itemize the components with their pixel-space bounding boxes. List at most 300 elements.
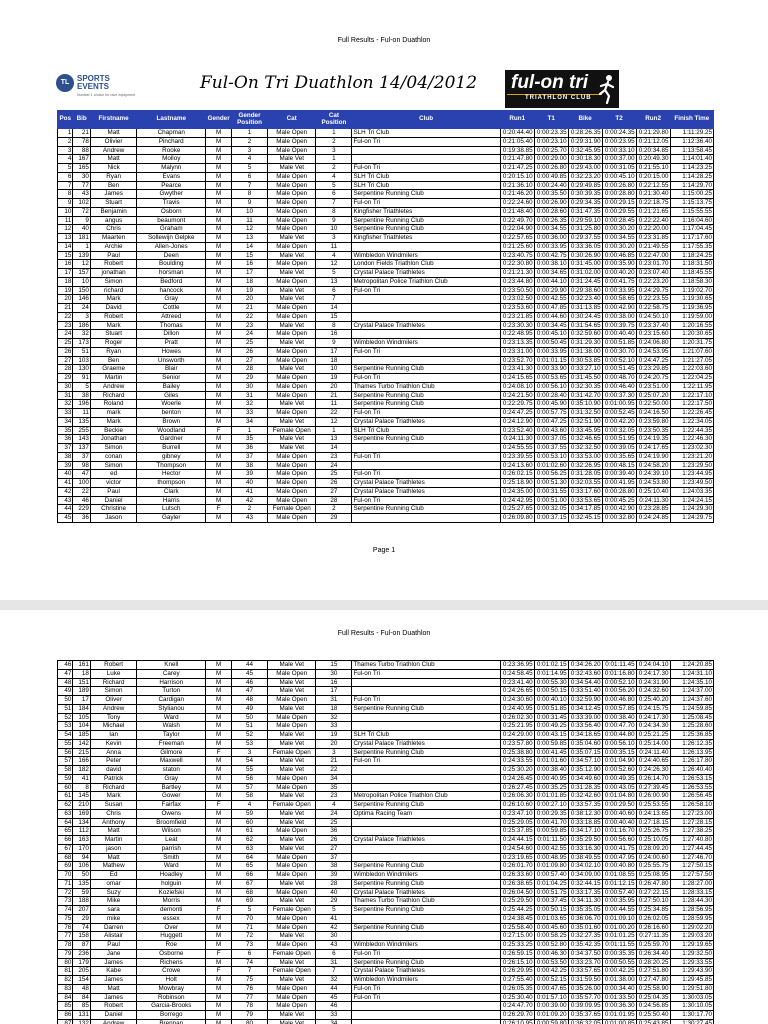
cell-bib: 77 xyxy=(73,181,91,190)
cell-t2: 0:00:42.90 xyxy=(602,304,636,313)
table-row xyxy=(58,304,714,313)
cell-t2: 0:01:00.20 xyxy=(602,923,636,932)
cell-gender-position: 71 xyxy=(231,923,267,932)
cell-firstname: Ryan xyxy=(90,172,136,181)
cell-t2: 0:00:29.50 xyxy=(602,801,636,810)
cell-gender: M xyxy=(206,722,232,731)
cell-run2: 0:20:34.85 xyxy=(636,146,670,155)
cell-bike: 0:32:45.15 xyxy=(568,514,602,523)
cell-pos: 21 xyxy=(58,304,73,313)
cell-firstname: Tony xyxy=(90,713,136,722)
cell-finish-time: 1:28:56.95 xyxy=(670,906,713,915)
cell-t1: 0:00:53.10 xyxy=(534,452,568,461)
cell-t2: 0:00:33.95 xyxy=(602,286,636,295)
cell-cat-position: 19 xyxy=(316,374,352,383)
cell-cat: Male Vet xyxy=(268,1019,316,1024)
cell-t1: 0:00:34.45 xyxy=(534,321,568,330)
cell-t1: 0:00:59.85 xyxy=(534,827,568,836)
cell-t2: 0:00:41.75 xyxy=(602,844,636,853)
cell-lastname: Stylianou xyxy=(137,704,206,713)
cell-bike: 0:32:59.60 xyxy=(568,330,602,339)
cell-gender-position: 53 xyxy=(231,739,267,748)
cell-finish-time: 1:29:02.20 xyxy=(670,923,713,932)
cell-t1: 0:00:35.25 xyxy=(534,783,568,792)
cell-run2: 0:24:50.10 xyxy=(636,312,670,321)
cell-cat: Male Vet xyxy=(268,1011,316,1020)
cell-firstname: angus xyxy=(90,216,136,225)
cell-bib: 11 xyxy=(73,409,91,418)
cell-bib: 104 xyxy=(73,722,91,731)
cell-gender-position: 57 xyxy=(231,783,267,792)
cell-run2: 0:25:21.25 xyxy=(636,731,670,740)
cell-cat: Male Vet xyxy=(268,435,316,444)
cell-pos: 9 xyxy=(58,199,73,208)
cell-run1: 0:21:48.40 xyxy=(500,207,534,216)
cell-run2: 0:22:47.00 xyxy=(636,251,670,260)
cell-pos: 80 xyxy=(58,958,73,967)
cell-firstname: Roger xyxy=(90,339,136,348)
cell-t2: 0:00:35.15 xyxy=(602,748,636,757)
cell-lastname: Crowe xyxy=(137,967,206,976)
cell-run2: 0:25:53.55 xyxy=(636,801,670,810)
cell-firstname: Stuart xyxy=(90,330,136,339)
cell-pos: 6 xyxy=(58,172,73,181)
cell-t1: 0:00:38.40 xyxy=(534,766,568,775)
cell-cat-position: 4 xyxy=(316,172,352,181)
cell-firstname: Matt xyxy=(90,853,136,862)
cell-t1: 0:00:45.10 xyxy=(534,330,568,339)
cell-t2: 0:00:56.60 xyxy=(602,836,636,845)
cell-gender: M xyxy=(206,417,232,426)
cell-finish-time: 1:23:21.20 xyxy=(670,452,713,461)
column-header-firstname: Firstname xyxy=(90,111,136,129)
table-row xyxy=(58,748,714,757)
cell-cat: Male Open xyxy=(268,888,316,897)
cell-t1: 0:00:59.80 xyxy=(534,1019,568,1024)
table-row xyxy=(58,687,714,696)
cell-run1: 0:26:02.15 xyxy=(500,470,534,479)
cell-finish-time: 1:28:33.15 xyxy=(670,888,713,897)
cell-lastname: Hector xyxy=(137,470,206,479)
table-row xyxy=(58,836,714,845)
cell-pos: 8 xyxy=(58,190,73,199)
cell-bike: 0:32:27.35 xyxy=(568,932,602,941)
cell-bib: 151 xyxy=(73,678,91,687)
cell-pos: 20 xyxy=(58,295,73,304)
cell-run2: 0:26:02.05 xyxy=(636,914,670,923)
cell-t2: 0:00:56.20 xyxy=(602,687,636,696)
cell-lastname: Evans xyxy=(137,172,206,181)
cell-gender: F xyxy=(206,949,232,958)
cell-t1: 0:00:29.90 xyxy=(534,286,568,295)
cell-t2: 0:00:46.85 xyxy=(602,251,636,260)
cell-t1: 0:00:44.10 xyxy=(534,277,568,286)
cell-gender-position: 33 xyxy=(231,409,267,418)
cell-lastname: Boulding xyxy=(137,260,206,269)
cell-gender: M xyxy=(206,836,232,845)
cell-t1: 0:01:02.15 xyxy=(534,661,568,670)
cell-gender-position: 60 xyxy=(231,818,267,827)
cell-cat: Male Open xyxy=(268,774,316,783)
cell-finish-time: 1:11:29.25 xyxy=(670,129,713,138)
cell-cat-position: 12 xyxy=(316,417,352,426)
cell-run1: 0:19:38.85 xyxy=(500,146,534,155)
cell-cat-position: 34 xyxy=(316,1019,352,1024)
cell-gender: M xyxy=(206,190,232,199)
cell-bib: 106 xyxy=(73,862,91,871)
cell-run2: 0:21:21.65 xyxy=(636,207,670,216)
cell-gender: M xyxy=(206,984,232,993)
cell-bib: 196 xyxy=(73,400,91,409)
cell-lastname: Morris xyxy=(137,897,206,906)
cell-firstname: conan xyxy=(90,452,136,461)
cell-firstname: Jason xyxy=(90,514,136,523)
cell-pos: 27 xyxy=(58,356,73,365)
cell-bike: 0:32:23.40 xyxy=(568,295,602,304)
table-row xyxy=(58,774,714,783)
cell-t2: 0:00:39.75 xyxy=(602,321,636,330)
cell-bib: 94 xyxy=(73,853,91,862)
cell-bike: 0:36:32.05 xyxy=(568,1019,602,1024)
cell-bike: 0:32:32.50 xyxy=(568,444,602,453)
cell-run1: 0:23:31.00 xyxy=(500,347,534,356)
cell-pos: 71 xyxy=(58,879,73,888)
cell-run2: 0:24:39.10 xyxy=(636,470,670,479)
table-row xyxy=(58,862,714,871)
table-row xyxy=(58,661,714,670)
cell-cat-position: 18 xyxy=(316,356,352,365)
cell-firstname: richard xyxy=(90,286,136,295)
cell-cat-position: 28 xyxy=(316,496,352,505)
cell-bike: 0:34:54.40 xyxy=(568,678,602,687)
cell-bib: 255 xyxy=(73,426,91,435)
cell-club: Serpentine Running Club xyxy=(352,958,500,967)
cell-club: Ful-on Tri xyxy=(352,949,500,958)
cell-cat: Male Open xyxy=(268,207,316,216)
cell-lastname: Gilmore xyxy=(137,748,206,757)
cell-bib: 18 xyxy=(73,669,91,678)
cell-t1: 0:00:51.75 xyxy=(534,888,568,897)
cell-gender: F xyxy=(206,426,232,435)
cell-bike: 0:29:59.10 xyxy=(568,216,602,225)
cell-gender: M xyxy=(206,199,232,208)
cell-finish-time: 1:23:29.50 xyxy=(670,461,713,470)
cell-t1: 0:00:32.05 xyxy=(534,505,568,514)
table-row xyxy=(58,207,714,216)
cell-run1: 0:25:44.25 xyxy=(500,906,534,915)
cell-t1: 0:00:42.55 xyxy=(534,295,568,304)
cell-bib: 163 xyxy=(73,836,91,845)
cell-bib: 50 xyxy=(73,871,91,880)
cell-firstname: omar xyxy=(90,879,136,888)
cell-bib: 181 xyxy=(73,234,91,243)
cell-run1: 0:26:29.70 xyxy=(500,1011,534,1020)
cell-run1: 0:21:21.30 xyxy=(500,269,534,278)
cell-club: Serpentine Running Club xyxy=(352,435,500,444)
cell-gender-position: 51 xyxy=(231,722,267,731)
cell-lastname: Burrell xyxy=(137,444,206,453)
cell-t2: 0:00:39.05 xyxy=(602,444,636,453)
cell-bike: 0:35:37.65 xyxy=(568,1011,602,1020)
cell-lastname: beaumont xyxy=(137,216,206,225)
cell-gender: M xyxy=(206,514,232,523)
cell-cat-position: 22 xyxy=(316,409,352,418)
cell-gender: M xyxy=(206,172,232,181)
cell-finish-time: 1:29:32.50 xyxy=(670,949,713,958)
cell-run2: 0:24:53.80 xyxy=(636,479,670,488)
cell-pos: 51 xyxy=(58,704,73,713)
cell-t2: 0:00:52.10 xyxy=(602,356,636,365)
cell-bike: 0:31:42.70 xyxy=(568,391,602,400)
cell-pos: 63 xyxy=(58,809,73,818)
cell-t2: 0:00:44.55 xyxy=(602,906,636,915)
cell-run2: 0:23:29.85 xyxy=(636,365,670,374)
cell-gender-position: 40 xyxy=(231,479,267,488)
cell-bike: 0:34:11.30 xyxy=(568,897,602,906)
cell-finish-time: 1:25:28.60 xyxy=(670,722,713,731)
cell-run1: 0:23:13.35 xyxy=(500,339,534,348)
cell-run1: 0:22:48.95 xyxy=(500,330,534,339)
cell-cat-position: 26 xyxy=(316,836,352,845)
cell-gender: M xyxy=(206,470,232,479)
cell-pos: 24 xyxy=(58,330,73,339)
cell-t1: 0:00:47.65 xyxy=(534,984,568,993)
cell-firstname: Simon xyxy=(90,277,136,286)
table-row xyxy=(58,181,714,190)
cell-firstname: Matt xyxy=(90,129,136,138)
cell-firstname: Darren xyxy=(90,923,136,932)
cell-gender: M xyxy=(206,339,232,348)
cell-bike: 0:30:26.90 xyxy=(568,251,602,260)
cell-pos: 84 xyxy=(58,993,73,1002)
cell-gender-position: 54 xyxy=(231,757,267,766)
cell-cat-position: 42 xyxy=(316,923,352,932)
cell-t1: 0:00:51.30 xyxy=(534,479,568,488)
cell-t1: 0:01:11.50 xyxy=(534,836,568,845)
cell-club: Serpentine Running Club xyxy=(352,505,500,514)
cell-firstname: James xyxy=(90,976,136,985)
cell-firstname: Paul xyxy=(90,941,136,950)
cell-bib: 85 xyxy=(73,1002,91,1011)
cell-bib: 24 xyxy=(73,304,91,313)
cell-finish-time: 1:22:17.10 xyxy=(670,391,713,400)
cell-t1: 0:00:57.40 xyxy=(534,871,568,880)
cell-gender-position: 45 xyxy=(231,669,267,678)
cell-t1: 0:00:58.25 xyxy=(534,932,568,941)
cell-t2: 0:00:31.05 xyxy=(602,164,636,173)
table-row xyxy=(58,1011,714,1020)
cell-gender: M xyxy=(206,818,232,827)
cell-cat-position: 6 xyxy=(316,286,352,295)
cell-lastname: Travis xyxy=(137,199,206,208)
cell-run1: 0:25:29.05 xyxy=(500,818,534,827)
cell-firstname: Ben xyxy=(90,356,136,365)
cell-firstname: Benjamin xyxy=(90,207,136,216)
cell-t2: 0:00:30.20 xyxy=(602,225,636,234)
cell-club xyxy=(352,444,500,453)
cell-cat-position: 44 xyxy=(316,984,352,993)
cell-bib: 103 xyxy=(73,356,91,365)
cell-cat-position: 13 xyxy=(316,277,352,286)
cell-t1: 0:00:43.15 xyxy=(534,731,568,740)
cell-cat-position: 23 xyxy=(316,452,352,461)
cell-run1: 0:26:10.60 xyxy=(500,801,534,810)
cell-bib: 21 xyxy=(73,129,91,138)
table-row xyxy=(58,172,714,181)
cell-bib: 143 xyxy=(73,435,91,444)
cell-t1: 0:00:28.60 xyxy=(534,207,568,216)
cell-bib: 236 xyxy=(73,949,91,958)
cell-club: Wimbledon Windmilers xyxy=(352,871,500,880)
cell-pos: 12 xyxy=(58,225,73,234)
cell-finish-time: 1:21:07.60 xyxy=(670,347,713,356)
cell-cat-position: 9 xyxy=(316,339,352,348)
cell-run2: 0:23:31.85 xyxy=(636,234,670,243)
cell-cat-position: 27 xyxy=(316,487,352,496)
cell-lastname: Maxwell xyxy=(137,757,206,766)
cell-t2: 0:00:24.35 xyxy=(602,129,636,138)
cell-gender-position: 15 xyxy=(231,251,267,260)
table-row xyxy=(58,417,714,426)
cell-cat: Male Open xyxy=(268,479,316,488)
cell-cat: Male Vet xyxy=(268,976,316,985)
cell-bike: 0:30:39.35 xyxy=(568,190,602,199)
cell-run1: 0:24:47.70 xyxy=(500,1002,534,1011)
cell-bib: 1 xyxy=(73,242,91,251)
table-row xyxy=(58,976,714,985)
cell-firstname: Roland xyxy=(90,400,136,409)
cell-t1: 0:00:28.40 xyxy=(534,391,568,400)
cell-run2: 0:28:09.20 xyxy=(636,844,670,853)
cell-t1: 0:00:51.00 xyxy=(534,496,568,505)
cell-gender: M xyxy=(206,879,232,888)
cell-pos: 72 xyxy=(58,888,73,897)
cell-run1: 0:21:46.20 xyxy=(500,190,534,199)
cell-bib: 87 xyxy=(73,941,91,950)
cell-bike: 0:38:49.55 xyxy=(568,853,602,862)
cell-club xyxy=(352,844,500,853)
cell-bike: 0:33:17.35 xyxy=(568,888,602,897)
cell-lastname: Blair xyxy=(137,365,206,374)
cell-firstname: Chris xyxy=(90,225,136,234)
cell-t2: 0:00:43.05 xyxy=(602,783,636,792)
cell-gender: M xyxy=(206,731,232,740)
cell-run1: 0:23:36.95 xyxy=(500,661,534,670)
cell-bib: 139 xyxy=(73,251,91,260)
cell-pos: 4 xyxy=(58,155,73,164)
cell-lastname: Mowbray xyxy=(137,984,206,993)
table-row xyxy=(58,1002,714,1011)
cell-gender: M xyxy=(206,269,232,278)
cell-firstname: Olivier xyxy=(90,137,136,146)
cell-club: Ful-on Tri xyxy=(352,470,500,479)
column-header-cat-position: Cat Position xyxy=(316,111,352,129)
cell-run2: 0:24:31.90 xyxy=(636,678,670,687)
cell-lastname: Ward xyxy=(137,713,206,722)
cell-lastname: Pearce xyxy=(137,181,206,190)
cell-cat: Male Vet xyxy=(268,678,316,687)
cell-gender: M xyxy=(206,914,232,923)
cell-cat-position: 11 xyxy=(316,400,352,409)
cell-gender: M xyxy=(206,792,232,801)
cell-t2: 0:00:44.80 xyxy=(602,731,636,740)
cell-gender-position: 39 xyxy=(231,470,267,479)
cell-club xyxy=(352,722,500,731)
cell-gender-position: 27 xyxy=(231,356,267,365)
cell-gender-position: 6 xyxy=(231,949,267,958)
cell-pos: 44 xyxy=(58,505,73,514)
cell-firstname: Susan xyxy=(90,801,136,810)
cell-club: Crystal Palace Triathletes xyxy=(352,487,500,496)
cell-finish-time: 1:29:33.55 xyxy=(670,958,713,967)
cell-run1: 0:26:05.35 xyxy=(500,984,534,993)
cell-gender: M xyxy=(206,365,232,374)
cell-t2: 0:00:30.20 xyxy=(602,242,636,251)
cell-finish-time: 1:27:57.50 xyxy=(670,871,713,880)
cell-firstname: Robert xyxy=(90,1002,136,1011)
table-row xyxy=(58,129,714,138)
cell-club: Ful-on Tri xyxy=(352,452,500,461)
cell-t1: 0:00:41.70 xyxy=(534,818,568,827)
cell-pos: 50 xyxy=(58,696,73,705)
cell-club xyxy=(352,312,500,321)
cell-lastname: Harrison xyxy=(137,678,206,687)
cell-pos: 36 xyxy=(58,435,73,444)
column-header-bike: Bike xyxy=(568,111,602,129)
cell-gender: M xyxy=(206,146,232,155)
cell-gender: M xyxy=(206,286,232,295)
cell-pos: 87 xyxy=(58,1019,73,1024)
cell-pos: 35 xyxy=(58,426,73,435)
cell-cat-position: 32 xyxy=(316,713,352,722)
cell-gender: M xyxy=(206,1002,232,1011)
table-row xyxy=(58,400,714,409)
cell-pos: 7 xyxy=(58,181,73,190)
cell-gender: F xyxy=(206,906,232,915)
cell-t1: 0:00:47.85 xyxy=(534,304,568,313)
cell-run1: 0:25:30.40 xyxy=(500,993,534,1002)
cell-firstname: Nick xyxy=(90,164,136,173)
club-logo-subtext: TRIATHLON CLUB xyxy=(525,95,592,101)
cell-run2: 0:24:15.75 xyxy=(636,704,670,713)
cell-pos: 83 xyxy=(58,984,73,993)
cell-lastname: Koziefski xyxy=(137,888,206,897)
cell-cat: Male Vet xyxy=(268,818,316,827)
cell-club: Serpentine Running Club xyxy=(352,906,500,915)
cell-lastname: gibney xyxy=(137,452,206,461)
cell-cat-position: 36 xyxy=(316,827,352,836)
cell-club: Serpentine Running Club xyxy=(352,190,500,199)
table-row xyxy=(58,801,714,810)
cell-lastname: Fairfax xyxy=(137,801,206,810)
table-row xyxy=(58,155,714,164)
cell-cat-position: 37 xyxy=(316,853,352,862)
cell-bib: 8 xyxy=(73,783,91,792)
cell-t2: 0:00:28.45 xyxy=(602,216,636,225)
cell-lastname: Carey xyxy=(137,669,206,678)
cell-pos: 86 xyxy=(58,1011,73,1020)
cell-lastname: Allen-Jones xyxy=(137,242,206,251)
cell-finish-time: 1:16:04.60 xyxy=(670,216,713,225)
cell-finish-time: 1:26:40.40 xyxy=(670,766,713,775)
cell-gender-position: 13 xyxy=(231,234,267,243)
cell-gender: M xyxy=(206,479,232,488)
cell-pos: 1 xyxy=(58,129,73,138)
cell-pos: 69 xyxy=(58,862,73,871)
cell-bib: 154 xyxy=(73,976,91,985)
cell-run2: 0:23:28.85 xyxy=(636,505,670,514)
cell-lastname: staton xyxy=(137,766,206,775)
